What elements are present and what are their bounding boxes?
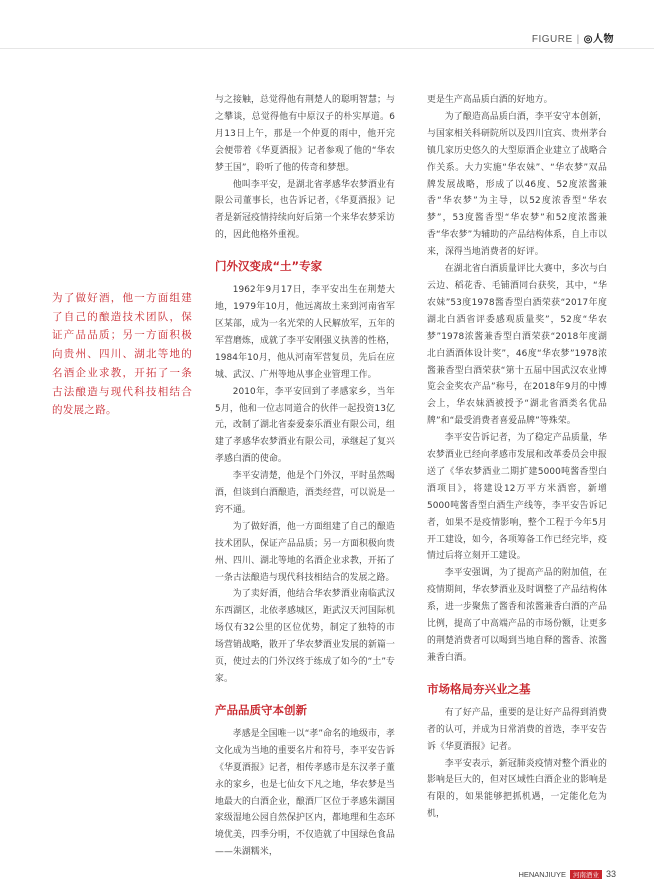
paragraph: 孝感是全国唯一以“孝”命名的地级市，孝文化成为当地的重要名片和符号，李平安告诉《华夏酒报》记者，相传孝感市是东汉孝子董永的家乡，也是七仙女下凡之地，华农梦是当地最大的白酒企业，酿酒厂区位于孝感朱湖国家级湿地公园自然保护区内，都地理和生态环境优美，四季分明，不仅造就了中国绿色食品——朱湖糯米， — [215, 728, 395, 858]
paragraph: 1962年9月17日，李平安出生在荆楚大地，1979年10月，他远离故土来到河南省军区某部，成为一名光荣的人民解放军，五年的军营磨炼，成就了李平安刚强义执善的性格，1984年10月，他从河南军营复员，先后在应城、武汉、广州等地从事企业管理工作。 — [215, 285, 395, 380]
paragraph: 更是生产高品质白酒的好地方。 — [427, 95, 553, 105]
column-left — [215, 92, 395, 861]
header-rule — [0, 48, 654, 49]
paragraph: 有了好产品，重要的是让好产品得到消费者的认可，并成为日常消费的首选，李平安告诉《华夏酒报》记者。 — [427, 707, 607, 752]
section-heading: 市场格局夯兴业之基 — [427, 681, 531, 696]
paragraph: 李平安告诉记者，为了稳定产品质量，华农梦酒业已经向孝感市发展和改革委员会申报送了《华农梦酒业二期扩建5000吨酱香型白酒项目》，将建设12万平方米酒窖，新增5000吨酱香型白酒生产线等，李平安告诉记者，如果不是疫情影响，整个工程于今年5月开工建设，如今，各项筹备工作已经完毕，疫情过后将立刻开工建设。 — [427, 433, 607, 562]
paragraph: 在湖北省白酒质量评比大赛中，多次与白云边、稻花香、毛铺酒同台获奖，其中，“华农妹”53度1978酱香型白酒荣获“2017年度湖北白酒省评委感观质量奖”，52度“华农梦”1978浓酱兼香型白酒荣获“2018年度湖北白酒酒体设计奖”，46度“华农梦”1978浓酱兼香型白酒荣获“第十五届中国武汉农业博览会金奖农产品”称号，在2018年9月的中博会上，华农妹酒被授予“湖北省酒类名优品牌”和“最受消费者喜爱品牌”等殊荣。 — [427, 264, 607, 427]
footer-tag: 河南酒业 — [570, 870, 602, 879]
page-header — [532, 30, 614, 45]
paragraph: 与之接触，总觉得他有荆楚人的聪明智慧；与之攀谈，总觉得他有中原汉子的朴实厚道。6月13日上午，那是一个仲夏的雨中，他开完会便带着《华夏酒报》记者参观了他的“华农梦王国”，聆听了他的传奇和梦想。 — [215, 95, 395, 173]
paragraph: 为了卖好酒，他结合华农梦酒业南临武汉东西湖区，北依孝感城区，距武汉天河国际机场仅有32公里的区位优势，制定了独特的市场营销战略，散开了华农梦酒业发展的新篇一页，使过去的门外汉终于练成了如今的“土”专家。 — [215, 589, 395, 684]
paragraph: 为了酿造高品质白酒，李平安守本创新，与国家相关科研院所以及四川宜宾、贵州茅台镇几家历史悠久的大型原酒企业建立了战略合作关系。大力实施“华农妹”、“华农梦”双品牌发展战略，形成了以46度、52度浓酱兼香“华农梦”为主导，以52度浓香型“华农梦”，53度酱香型“华农梦”和52度浓酱兼香“华农梦”为辅助的产品结构体系，自上市以来，深得当地消费者的好评。 — [427, 111, 607, 258]
header-separator: | — [576, 34, 580, 45]
paragraph: 2010年，李平安回到了孝感家乡，当年5月，他和一位志同道合的伙伴一起投资13亿元，改制了湖北省泰爱泰乐酒业有限公司，组建了孝感华农梦酒业有限公司，承继起了复兴孝感白酒的使命。 — [215, 386, 395, 465]
section-heading: 门外汉变成“土”专家 — [215, 259, 323, 274]
column-right — [427, 92, 607, 823]
paragraph: 李平安表示，新冠肺炎疫情对整个酒业的影响是巨大的，但对区域性白酒企业的影响是有限的，如果能够把抓机遇，一定能化危为机， — [427, 758, 607, 820]
paragraph: 李平安清楚，他是个门外汉，平时虽然喝酒，但谈到白酒酿造，酒类经营，可以说是一窍不通。 — [215, 471, 395, 515]
paragraph: 为了做好酒，他一方面组建了自己的酿造技术团队，保证产品品质；另一方面积极向贵州、四川、湖北等地的名酒企业求教，开拓了一条古法酿造与现代科技相结合的发展之路。 — [215, 521, 395, 583]
page-footer — [518, 869, 616, 879]
pull-quote: 为了做好酒，他一方面组建了自己的酿造技术团队，保证产品品质；另一方面积极向贵州、四川、湖北等地的名酒企业求教，开拓了一条古法酿造与现代科技相结合的发展之路。 — [52, 292, 192, 417]
header-section: 人物 — [593, 34, 614, 45]
paragraph: 他叫李平安，是湖北省孝感华农梦酒业有限公司董事长，也告诉记者，《华夏酒报》记者是新冠疫情持续向好后第一个来华农梦采访的，因此他格外重视。 — [215, 179, 395, 241]
footer-brand: HENANJIUYE — [518, 869, 566, 879]
section-heading: 产品品质守本创新 — [215, 702, 307, 717]
header-section-icon: ◎ — [583, 34, 593, 45]
header-figure: FIGURE — [531, 34, 573, 45]
page-number: 33 — [605, 869, 616, 879]
paragraph: 李平安强调，为了提高产品的附加值，在疫情期间，华农梦酒业及时调整了产品结构体系，进一步聚焦了酱香和浓酱兼香白酒的产品比例，提高了中高端产品的市场份额，让更多的荆楚消费者可以喝到当地自释的酱香、浓酱兼香白酒。 — [427, 568, 607, 663]
